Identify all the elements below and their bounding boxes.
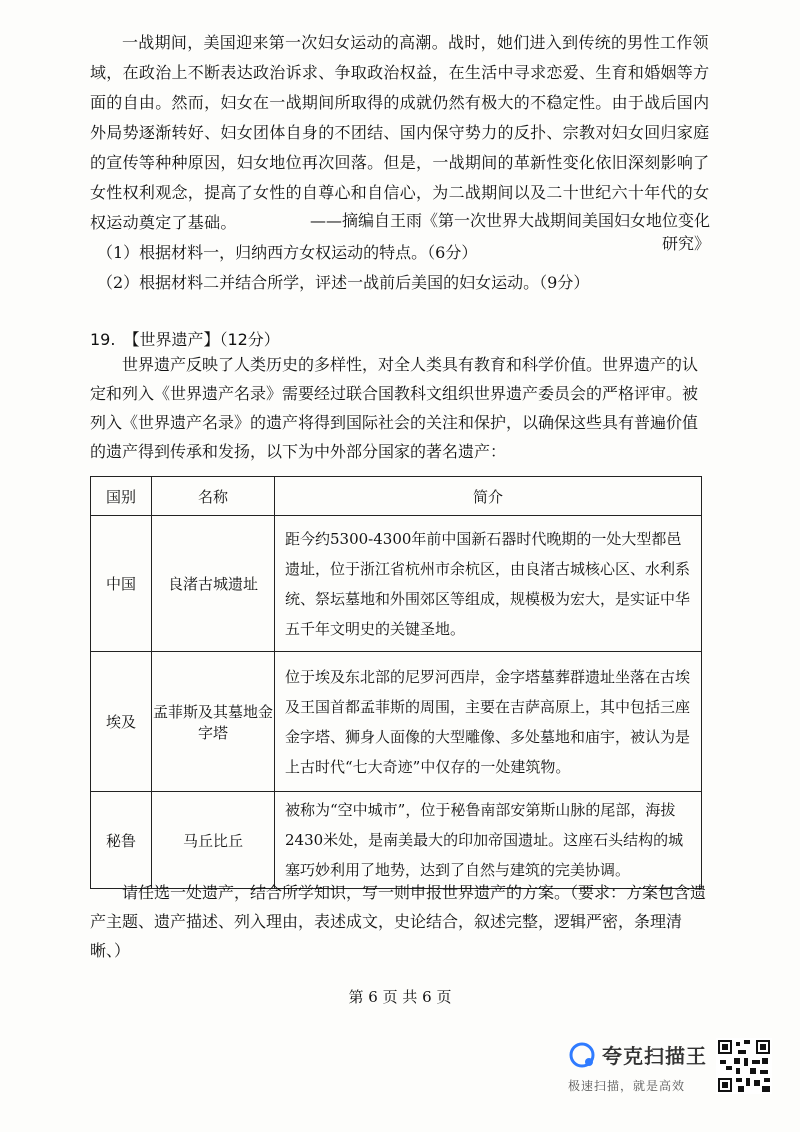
quark-logo-icon — [568, 1041, 596, 1069]
scanner-watermark — [568, 1040, 718, 1102]
question-1: （1）根据材料一，归纳西方女权运动的特点。（6分） — [97, 243, 478, 262]
page-number: 第 6 页 共 6 页 — [348, 988, 452, 1006]
table-row — [91, 516, 702, 652]
material-line: 治上不断表达政治诉求、争取政治权益，在生活中寻求恋爱、生育和婚姻等方面的自由。然而， — [90, 63, 710, 112]
cell-desc: 被称为“空中城市”，位于秘鲁南部安第斯山脉的尾部，海拔2430米处，是南美最大的印加帝国遗址。这座石头结构的城塞巧妙利用了地势，达到了自然与建筑的完美协调。 — [275, 792, 702, 889]
material-line: 妇女在一战期间所取得的成就仍然有极大的不稳定性。由于战后国内外局势逐渐转好、妇女团 — [90, 93, 710, 142]
cell-name: 孟菲斯及其墓地金字塔 — [152, 652, 275, 792]
qr-code-icon — [716, 1038, 772, 1094]
material-line: 体自身的不团结、国内保守势力的反扑、宗教对妇女回归家庭的宣传等种种原因，妇女地位再次 — [90, 123, 710, 172]
brand-name: 夸克扫描王 — [602, 1044, 707, 1068]
material-line: 回落。但是，一战期间的革新性变化依旧深刻影响了女性权利观念，提高了女性的自尊心和自信 — [90, 153, 710, 202]
cell-country: 中国 — [91, 516, 152, 652]
section-title: 19. 【世界遗产】（12分） — [90, 330, 280, 349]
material-source: ——摘编自王雨《第一次世界大战期间美国妇女地位变化研究》 — [309, 211, 710, 253]
header-country: 国别 — [91, 477, 152, 516]
header-desc: 简介 — [275, 477, 702, 516]
material-line: 心，为二战期间以及二十世纪六十年代的女权运动奠定了基础。 — [90, 183, 710, 232]
header-name: 名称 — [152, 477, 275, 516]
cell-country: 秘鲁 — [91, 792, 152, 889]
cell-desc: 距今约5300-4300年前中国新石器时代晚期的一处大型都邑遗址，位于浙江省杭州市余杭区，由良渚古城核心区、水利系统、祭坛墓地和外围郊区等组成，规模极为宏大，是实证中华五千年文明史的关键圣地。 — [275, 516, 702, 652]
brand-slogan: 极速扫描，就是高效 — [568, 1079, 686, 1093]
material-paragraph — [90, 28, 710, 238]
cell-name: 良渚古城遗址 — [152, 516, 275, 652]
heritage-table — [90, 476, 702, 889]
cell-desc: 位于埃及东北部的尼罗河西岸，金字塔墓葬群遗址坐落在古埃及王国首都孟菲斯的周围，主要在吉萨高原上，其中包括三座金字塔、狮身人面像的大型雕像、多处墓地和庙宇，被认为是上古时代“七大奇迹”中仅存的一处建筑物。 — [275, 652, 702, 792]
cell-country: 埃及 — [91, 652, 152, 792]
table-row — [91, 652, 702, 792]
section-intro: 世界遗产反映了人类历史的多样性，对全人类具有教育和科学价值。世界遗产的认定和列入《世界遗产名录》需要经过联合国教科文组织世界遗产委员会的严格评审。被列入《世界遗产名录》的遗产将得到国际社会的关注和保护，以确保这些具有普遍价值的遗产得到传承和发扬，以下为中外部分国家的著名遗产： — [90, 355, 699, 461]
material-line: 一战期间，美国迎来第一次妇女运动的高潮。战时，她们进入到传统的男性工作领域，在政 — [90, 33, 709, 82]
task-instructions: 请任选一处遗产，结合所学知识，写一则申报世界遗产的方案。（要求：方案包含遗产主题、遗产描述、列入理由，表述成文，史论结合，叙述完整，逻辑严密，条理清晰、） — [90, 883, 707, 960]
cell-name: 马丘比丘 — [152, 792, 275, 889]
question-2: （2）根据材料二并结合所学，评述一战前后美国的妇女运动。（9分） — [97, 273, 590, 292]
table-row — [91, 792, 702, 889]
table-header-row — [91, 477, 702, 516]
